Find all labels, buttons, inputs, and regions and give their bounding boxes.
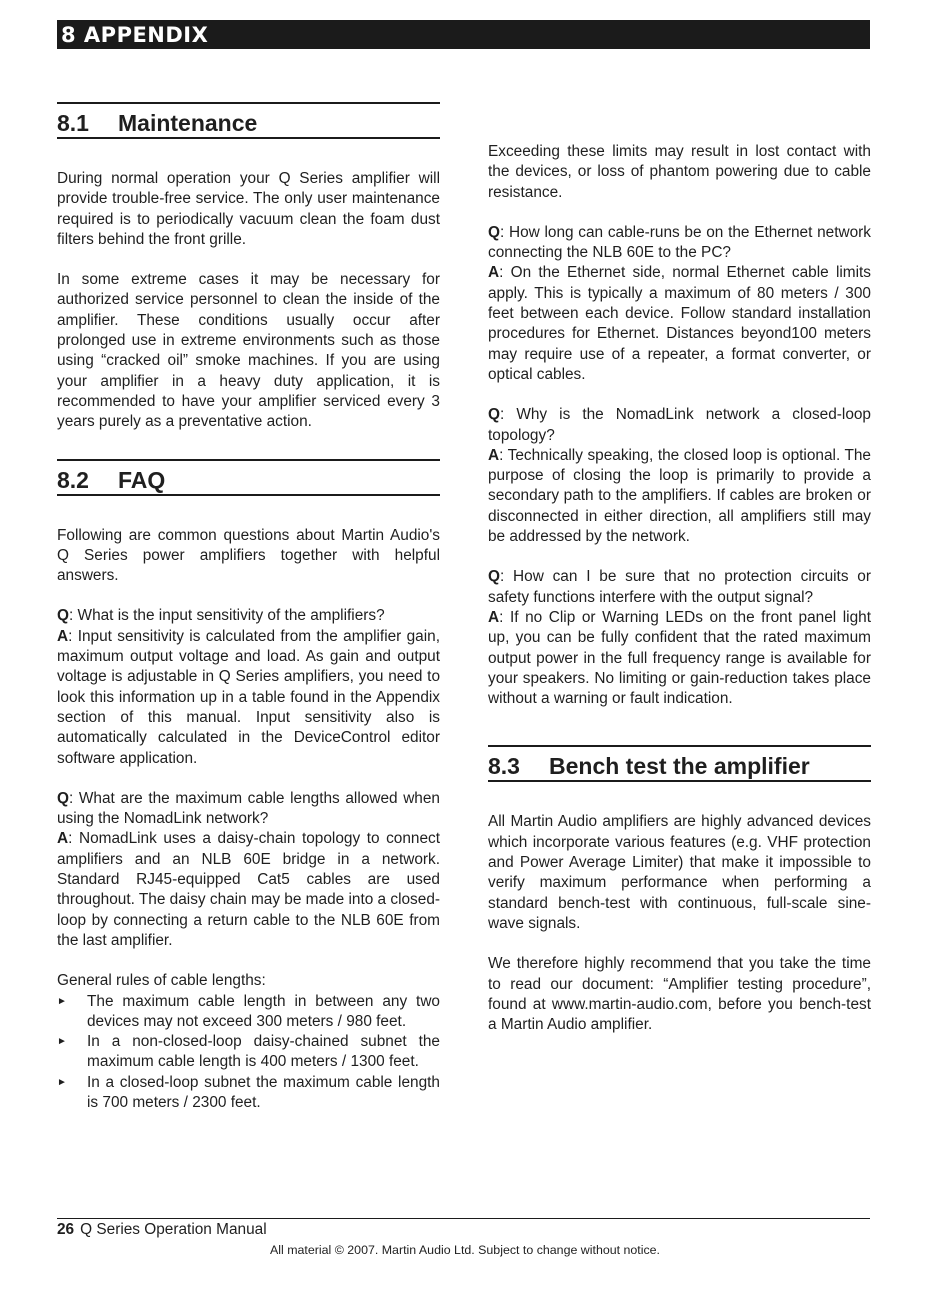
chapter-header: 8 APPENDIX [57,20,870,49]
maintenance-paragraph: In some extreme cases it may be necessary for authorized service personnel to clean the inside of the amplifier. These conditions usually occur after prolonged use in extreme environments such as those using “cracked oil” smoke machines. If you are using your amplifier in a heavy duty application, it is recommended to have your amplifier serviced every 3 years purely as a preventative action. [57,271,440,431]
list-item: ► In a closed-loop subnet the maximum cable length is 700 meters / 2300 feet. [57,1073,440,1111]
cable-limits-note: Exceeding these limits may result in lost contact with the devices, or loss of phantom powering due to cable resistance. [488,143,871,201]
faq-question: Q: Why is the NomadLink network a closed-loop topology? [488,406,871,444]
section-title: Maintenance [118,110,258,136]
left-column [57,102,440,1113]
section-number: 8.1 [57,110,89,136]
faq-question: Q: What are the maximum cable lengths allowed when using the NomadLink network? [57,789,440,828]
bullet-icon: ► [57,1036,67,1048]
bench-paragraph: All Martin Audio amplifiers are highly advanced devices which incorporate various features (e.g. VHF protection and Power Average Limiter) that make it impossible to verify maximum performance when performing a standard bench-test with continuous, full-scale sine-wave signals. [488,813,872,932]
brand-name: Q Series [218,668,280,686]
right-column [488,142,871,1035]
section-number: 8.3 [488,753,520,780]
section-heading-bench-test [488,745,871,782]
cable-rules-title: General rules of cable lengths: [57,972,266,990]
manual-title: Q Series Operation Manual [80,1221,267,1238]
faq-question: Q: What is the input sensitivity of the amplifiers? [57,607,385,625]
maintenance-paragraph: During normal operation your Q Series amplifier will provide trouble-free service. The only user maintenance required is to periodically vacuum clean the foam dust filters behind the front grille. [57,170,440,248]
page-number: 26 [57,1221,75,1238]
footer-divider [57,1218,870,1219]
faq-intro: Following are common questions about Martin Audio's Q Series power amplifiers together with helpful answers. [57,526,440,585]
bench-paragraph: We therefore highly recommend that you take the time to read our document: “Amplifier testing procedure”, found at www.martin-audio.com, before you bench-test a Martin Audio amplifier. [488,955,871,1034]
bullet-icon: ► [57,1076,67,1088]
faq-question: Q: How long can cable-runs be on the Ethernet network connecting the NLB 60E to the PC? [488,223,871,262]
list-item: ► The maximum cable length in between any two devices may not exceed 300 meters / 980 feet. [57,992,440,1030]
faq-answer: A: Technically speaking, the closed loop is optional. The purpose of closing the loop is primarily to provide a secondary path to the amplifiers. If cables are broken or disconnected in either direction, all amplifiers still may be addressed by the network. [488,446,871,546]
page-footer [57,1221,267,1239]
section-title: Bench test the amplifier [549,753,810,780]
cable-rules-list [57,992,440,1114]
faq-answer: A: Input sensitivity is calculated from the amplifier gain, maximum output voltage and load. As gain and output voltage is adjustable in Q Series amplifiers, you need to look this information up in a table found in the Appendix section of this manual. Input sensitivity also is automatically calculated in the DeviceControl editor software application. [57,627,441,767]
brand-name: Q Series [278,170,343,187]
list-item: ► In a non-closed-loop daisy-chained subnet the maximum cable length is 400 meters / 1300 feet. [57,1033,440,1071]
brand-name: Martin Audio [510,813,598,831]
brand-name: Martin Audio's Q Series [57,526,440,564]
faq-answer: A: NomadLink uses a daisy-chain topology to connect amplifiers and an NLB 60E bridge in a network. Standard RJ45-equipped Cat5 cables are used throughout. The daisy chain may be made into a closed-loop by connecting a return cable to the NLB 60E from the last amplifier. [57,830,440,949]
bullet-icon: ► [57,995,67,1007]
copyright-notice: All material © 2007. Martin Audio Ltd. Subject to change without notice. [269,1243,661,1257]
section-heading-maintenance [57,102,440,139]
section-title: FAQ [118,466,166,493]
section-number: 8.2 [57,466,89,493]
faq-answer: A: If no Clip or Warning LEDs on the front panel light up, you can be fully confident that the rated maximum output power in the full frequency range is available for your speakers. No limiting or gain-reduction takes place without a warning or fault indication. [488,608,871,708]
faq-answer: A: On the Ethernet side, normal Ethernet cable limits apply. This is typically a maximum of 80 meters / 300 feet between each device. Follow standard installation procedures for Ethernet. Distances beyond100 meters may require use of a repeater, a format converter, or optical cables. [488,264,871,383]
website-link[interactable]: www.martin-audio.com [551,995,708,1013]
section-heading-faq [57,459,440,496]
faq-question: Q: How can I be sure that no protection circuits or safety functions interfere with the output signal? [488,568,871,606]
